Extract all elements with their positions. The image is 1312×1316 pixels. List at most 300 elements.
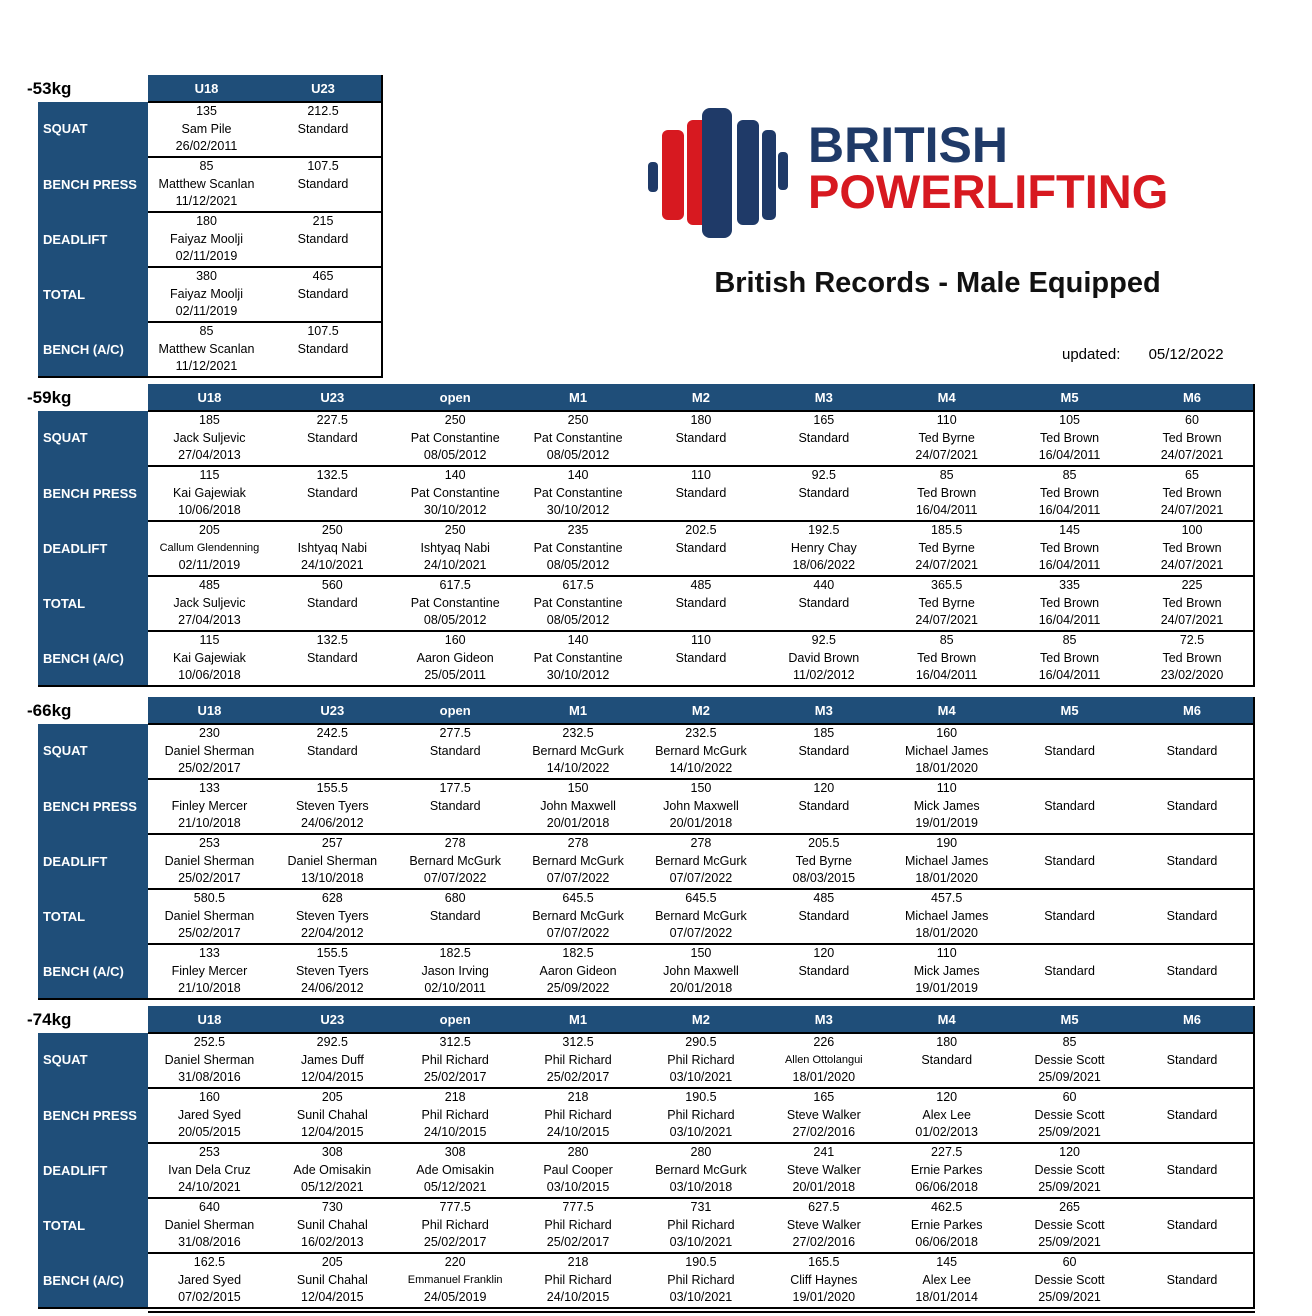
record-cell <box>148 411 271 466</box>
table-row <box>38 889 1254 944</box>
record-holder: Standard <box>798 485 850 500</box>
record-value: 177.5 <box>439 781 471 795</box>
record-holder: Pat Constantine <box>410 485 500 500</box>
record-cell <box>762 1088 885 1143</box>
record-date: 20/01/2018 <box>669 981 733 995</box>
record-date: 05/12/2021 <box>301 1180 364 1194</box>
record-holder: Pat Constantine <box>533 485 623 500</box>
record-holder: Steven Tyers <box>295 963 369 978</box>
record-cell <box>1008 1033 1131 1088</box>
record-cell <box>640 834 763 889</box>
record-cell <box>1131 834 1254 889</box>
record-value: 85 <box>939 633 954 647</box>
record-holder: Daniel Sherman <box>287 853 378 868</box>
record-value: 120 <box>936 1090 958 1104</box>
record-cell <box>517 521 640 576</box>
lift-label: SQUAT <box>38 724 148 779</box>
record-holder: Standard <box>1166 1272 1218 1287</box>
record-date <box>762 815 885 833</box>
record-cell <box>148 267 265 322</box>
record-cell <box>1131 1253 1254 1308</box>
record-value: 278 <box>690 836 712 850</box>
record-date: 07/07/2022 <box>669 926 733 940</box>
record-value: 280 <box>690 1145 712 1159</box>
record-holder: Standard <box>675 485 727 500</box>
record-holder: Standard <box>1044 743 1095 758</box>
record-holder: Daniel Sherman <box>164 743 255 758</box>
record-holder: Standard <box>306 485 358 500</box>
record-date: 12/04/2015 <box>301 1125 364 1139</box>
record-cell <box>640 411 763 466</box>
record-date <box>265 358 381 376</box>
record-cell <box>148 157 265 212</box>
record-cell <box>762 1143 885 1198</box>
record-holder: Ted Brown <box>1040 485 1100 500</box>
record-cell <box>394 1143 517 1198</box>
record-holder: Standard <box>306 595 358 610</box>
record-value: 140 <box>567 633 589 647</box>
record-date: 13/10/2018 <box>301 871 364 885</box>
record-date: 14/10/2022 <box>669 761 733 775</box>
record-cell <box>640 779 763 834</box>
record-value: 115 <box>199 468 220 482</box>
column-header: U18 <box>148 75 265 102</box>
record-value: 182.5 <box>562 946 594 960</box>
record-holder: Ted Byrne <box>795 853 852 868</box>
record-cell <box>148 944 271 999</box>
lift-label: BENCH PRESS <box>38 466 148 521</box>
record-holder: Kai Gajewiak <box>172 485 246 500</box>
column-header: M4 <box>885 1006 1008 1033</box>
record-holder: Ted Brown <box>1040 540 1100 555</box>
record-cell <box>640 631 763 686</box>
record-holder: Pat Constantine <box>533 540 623 555</box>
record-date: 16/04/2011 <box>1038 503 1101 517</box>
record-cell <box>265 267 382 322</box>
record-cell <box>640 1253 763 1308</box>
record-date: 24/07/2021 <box>915 448 978 462</box>
record-cell <box>885 724 1008 779</box>
record-value: 190 <box>936 836 958 850</box>
record-date: 02/11/2019 <box>178 558 241 572</box>
table-row <box>38 322 382 377</box>
record-date: 07/07/2022 <box>546 871 610 885</box>
lift-label: TOTAL <box>38 267 148 322</box>
column-header: M2 <box>640 1006 763 1033</box>
record-holder: Dessie Scott <box>1034 1107 1105 1122</box>
record-date: 03/10/2021 <box>669 1125 733 1139</box>
record-cell <box>394 1253 517 1308</box>
record-date <box>762 447 885 465</box>
record-value: 218 <box>444 1090 466 1104</box>
table-row <box>38 576 1254 631</box>
record-holder: Allen Ottolangui <box>784 1053 863 1066</box>
record-date: 24/10/2021 <box>301 558 364 572</box>
bottom-rule <box>148 1311 1255 1313</box>
record-holder: Alex Lee <box>922 1272 972 1287</box>
record-value: 292.5 <box>316 1035 348 1049</box>
record-value: 218 <box>567 1090 589 1104</box>
record-holder: Standard <box>1166 1107 1218 1122</box>
record-holder: Cliff Haynes <box>790 1272 858 1287</box>
record-value: 365.5 <box>931 578 963 592</box>
record-cell <box>517 889 640 944</box>
record-holder: Phil Richard <box>667 1217 735 1232</box>
record-value: 731 <box>690 1200 712 1214</box>
weight-class-label: -74kg <box>27 1010 72 1029</box>
record-holder: Jared Syed <box>177 1107 242 1122</box>
record-holder: Ishtyaq Nabi <box>420 540 490 555</box>
record-value: 290.5 <box>685 1035 717 1049</box>
record-date: 08/05/2012 <box>423 448 487 462</box>
lift-label: BENCH (A/C) <box>38 631 148 686</box>
record-cell <box>1008 779 1131 834</box>
record-date: 27/04/2013 <box>178 448 241 462</box>
record-value: 645.5 <box>685 891 717 905</box>
record-cell <box>1008 1198 1131 1253</box>
record-date: 20/01/2018 <box>546 816 610 830</box>
record-date <box>1131 1124 1253 1142</box>
column-header: M6 <box>1131 384 1254 411</box>
record-value: 155.5 <box>316 946 348 960</box>
record-holder: Bernard McGurk <box>655 1162 747 1177</box>
column-header: M1 <box>517 1006 640 1033</box>
record-value: 92.5 <box>811 468 836 482</box>
record-date: 07/07/2022 <box>546 926 610 940</box>
record-cell <box>148 1253 271 1308</box>
record-value: 215 <box>312 214 334 228</box>
page-header <box>640 100 1240 370</box>
record-value: 85 <box>939 468 954 482</box>
record-date <box>640 502 763 520</box>
table-row <box>38 724 1254 779</box>
record-holder: Ishtyaq Nabi <box>297 540 368 555</box>
column-header: open <box>394 697 517 724</box>
record-date: 02/11/2019 <box>175 249 238 263</box>
table-row <box>38 157 382 212</box>
record-holder: Sunil Chahal <box>296 1272 368 1287</box>
record-holder: Standard <box>297 341 349 356</box>
record-value: 440 <box>813 578 835 592</box>
column-header: U23 <box>271 1006 394 1033</box>
record-holder: Dessie Scott <box>1034 1217 1105 1232</box>
record-date: 24/05/2019 <box>423 1290 487 1304</box>
table-row <box>38 1033 1254 1088</box>
record-value: 465 <box>312 269 334 283</box>
record-date: 20/01/2018 <box>669 816 733 830</box>
record-date: 10/06/2018 <box>178 503 241 517</box>
record-cell <box>148 1033 271 1088</box>
record-value: 627.5 <box>808 1200 840 1214</box>
record-cell <box>271 576 394 631</box>
record-cell <box>394 944 517 999</box>
record-date: 18/01/2014 <box>915 1290 978 1304</box>
record-value: 278 <box>567 836 589 850</box>
record-value: 280 <box>567 1145 589 1159</box>
column-header: U18 <box>148 697 271 724</box>
record-cell <box>148 834 271 889</box>
record-holder: Standard <box>921 1052 973 1067</box>
record-value <box>1131 1034 1253 1052</box>
record-date: 19/01/2020 <box>792 1290 856 1304</box>
record-cell <box>517 779 640 834</box>
record-holder: Ade Omisakin <box>416 1162 495 1177</box>
record-value: 312.5 <box>439 1035 471 1049</box>
record-value: 180 <box>196 214 217 228</box>
record-cell <box>394 576 517 631</box>
record-cell <box>394 1088 517 1143</box>
record-value <box>1131 1199 1253 1217</box>
record-cell <box>640 1198 763 1253</box>
weight-class-label: -53kg <box>27 79 72 98</box>
record-date: 31/08/2016 <box>178 1235 241 1249</box>
record-holder: Mick James <box>913 963 980 978</box>
record-holder: Ted Byrne <box>918 430 975 445</box>
record-date: 24/07/2021 <box>1160 448 1224 462</box>
record-date: 12/04/2015 <box>301 1070 364 1084</box>
record-value: 110 <box>690 633 711 647</box>
record-holder: Michael James <box>905 853 989 868</box>
record-value: 253 <box>199 1145 220 1159</box>
record-value: 165 <box>813 413 835 427</box>
record-holder: Ted Byrne <box>918 595 975 610</box>
record-value: 140 <box>567 468 589 482</box>
record-value: 232.5 <box>562 726 594 740</box>
lift-label: TOTAL <box>38 889 148 944</box>
record-value: 145 <box>1059 523 1080 537</box>
record-cell <box>148 212 265 267</box>
record-holder: Dessie Scott <box>1034 1162 1105 1177</box>
record-cell <box>762 521 885 576</box>
record-holder: Standard <box>297 286 349 301</box>
record-date: 25/02/2017 <box>423 1235 487 1249</box>
record-cell <box>271 411 394 466</box>
record-date <box>1131 870 1253 888</box>
logo-line1: BRITISH <box>808 117 1008 173</box>
record-value <box>1008 725 1131 743</box>
record-date <box>1131 925 1253 943</box>
record-date: 18/01/2020 <box>915 871 978 885</box>
record-value: 110 <box>936 781 957 795</box>
record-date <box>394 925 517 943</box>
lift-label: SQUAT <box>38 1033 148 1088</box>
document-title: British Records - Male Equipped <box>714 267 1161 299</box>
header-corner <box>38 75 148 102</box>
column-header: M4 <box>885 384 1008 411</box>
record-cell <box>394 466 517 521</box>
record-holder: Emmanuel Franklin <box>407 1273 503 1286</box>
record-date: 25/02/2017 <box>178 926 241 940</box>
record-cell <box>265 102 382 157</box>
record-value: 628 <box>321 891 343 905</box>
lift-label: BENCH PRESS <box>38 157 148 212</box>
record-holder: Michael James <box>905 908 989 923</box>
record-holder: Bernard McGurk <box>655 853 747 868</box>
record-value: 165.5 <box>808 1255 840 1269</box>
record-holder: Standard <box>798 430 850 445</box>
record-cell <box>762 724 885 779</box>
record-date: 12/04/2015 <box>301 1290 364 1304</box>
table-row <box>38 212 382 267</box>
record-cell <box>394 1198 517 1253</box>
record-value: 140 <box>444 468 466 482</box>
record-cell <box>271 779 394 834</box>
record-value: 85 <box>199 159 214 173</box>
record-value: 182.5 <box>439 946 471 960</box>
record-value <box>1008 835 1131 853</box>
record-holder: Phil Richard <box>421 1107 489 1122</box>
record-value: 308 <box>321 1145 343 1159</box>
record-value: 155.5 <box>316 781 348 795</box>
record-date: 21/10/2018 <box>178 981 241 995</box>
record-holder: Ted Brown <box>1040 650 1100 665</box>
record-cell <box>271 1253 394 1308</box>
record-value: 133 <box>199 781 220 795</box>
record-holder: Pat Constantine <box>533 595 623 610</box>
record-cell <box>517 1033 640 1088</box>
record-value: 180 <box>690 413 712 427</box>
record-holder: John Maxwell <box>540 798 616 813</box>
record-value: 205 <box>321 1090 343 1104</box>
record-cell <box>885 1198 1008 1253</box>
record-holder: Ade Omisakin <box>293 1162 372 1177</box>
record-holder: Daniel Sherman <box>164 853 255 868</box>
record-cell <box>762 1253 885 1308</box>
record-value <box>1131 1254 1253 1272</box>
table-row <box>38 1253 1254 1308</box>
record-holder: Phil Richard <box>544 1052 612 1067</box>
record-value: 92.5 <box>811 633 836 647</box>
record-cell <box>517 1088 640 1143</box>
record-holder: Sam Pile <box>181 121 232 136</box>
record-value: 110 <box>936 413 957 427</box>
record-holder: Standard <box>429 798 481 813</box>
record-cell <box>271 1198 394 1253</box>
record-value: 617.5 <box>439 578 471 592</box>
record-date: 05/12/2021 <box>423 1180 487 1194</box>
record-cell <box>885 779 1008 834</box>
record-date: 08/05/2012 <box>546 558 610 572</box>
record-holder: Ernie Parkes <box>910 1162 983 1177</box>
record-date <box>762 980 885 998</box>
record-cell <box>1008 834 1131 889</box>
record-holder: Dessie Scott <box>1034 1272 1105 1287</box>
record-date: 03/10/2021 <box>669 1290 733 1304</box>
lift-label: SQUAT <box>38 102 148 157</box>
record-cell <box>885 1088 1008 1143</box>
table-row <box>38 466 1254 521</box>
record-value: 380 <box>196 269 217 283</box>
record-holder: Standard <box>1166 963 1218 978</box>
record-holder: Bernard McGurk <box>409 853 502 868</box>
record-date: 08/03/2015 <box>792 871 856 885</box>
lift-label: BENCH (A/C) <box>38 322 148 377</box>
record-holder: Phil Richard <box>544 1217 612 1232</box>
record-date <box>640 612 763 630</box>
record-value: 580.5 <box>193 891 226 905</box>
record-date: 03/10/2021 <box>669 1070 733 1084</box>
record-date: 18/06/2022 <box>792 558 856 572</box>
record-cell <box>1008 944 1131 999</box>
record-value: 190.5 <box>685 1090 717 1104</box>
record-holder: Faiyaz Moolji <box>170 286 243 301</box>
record-holder: Steve Walker <box>786 1162 861 1177</box>
record-cell <box>1008 576 1131 631</box>
record-cell <box>271 724 394 779</box>
record-holder: Ted Byrne <box>918 540 975 555</box>
record-date: 24/07/2021 <box>1160 613 1224 627</box>
record-value: 105 <box>1059 413 1080 427</box>
record-cell <box>885 834 1008 889</box>
record-cell <box>1131 779 1254 834</box>
record-holder: Ted Brown <box>917 650 977 665</box>
record-holder: Ted Brown <box>917 485 977 500</box>
column-header: open <box>394 1006 517 1033</box>
table-row <box>38 631 1254 686</box>
record-holder: Matthew Scanlan <box>158 341 255 356</box>
record-cell <box>1131 1143 1254 1198</box>
record-value <box>1131 725 1253 743</box>
record-date <box>1131 1179 1253 1197</box>
record-holder: Dessie Scott <box>1034 1052 1105 1067</box>
record-holder: Finley Mercer <box>171 963 248 978</box>
record-value: 227.5 <box>316 413 348 427</box>
table-row <box>38 779 1254 834</box>
record-cell <box>271 1088 394 1143</box>
record-cell <box>640 466 763 521</box>
column-header: M3 <box>762 1006 885 1033</box>
record-cell <box>1131 724 1254 779</box>
record-date <box>394 815 517 833</box>
record-cell <box>640 1143 763 1198</box>
record-date <box>1131 1069 1253 1087</box>
record-cell <box>1131 466 1254 521</box>
record-holder: Phil Richard <box>667 1052 735 1067</box>
record-cell <box>394 834 517 889</box>
record-date: 27/04/2013 <box>178 613 241 627</box>
record-date: 24/07/2021 <box>1160 503 1224 517</box>
record-cell <box>265 157 382 212</box>
record-date <box>271 502 394 520</box>
record-cell <box>640 1033 763 1088</box>
record-value <box>1131 780 1253 798</box>
record-holder: Standard <box>429 908 481 923</box>
record-date <box>1008 980 1131 998</box>
record-cell <box>1131 889 1254 944</box>
record-date <box>271 760 394 778</box>
record-date: 25/09/2022 <box>546 981 610 995</box>
column-header: M6 <box>1131 1006 1254 1033</box>
record-date: 01/02/2013 <box>915 1125 978 1139</box>
column-header: U18 <box>148 1006 271 1033</box>
record-date: 24/10/2015 <box>546 1290 610 1304</box>
column-header: M1 <box>517 697 640 724</box>
record-date: 18/01/2020 <box>915 926 978 940</box>
record-date <box>1008 815 1131 833</box>
column-header: M6 <box>1131 697 1254 724</box>
record-holder: Standard <box>297 121 349 136</box>
record-holder: Standard <box>1166 853 1218 868</box>
record-cell <box>1131 576 1254 631</box>
record-value: 227.5 <box>931 1145 963 1159</box>
record-date <box>271 612 394 630</box>
record-date: 02/11/2019 <box>175 304 238 318</box>
record-holder: Standard <box>798 963 850 978</box>
record-date: 25/09/2021 <box>1038 1235 1101 1249</box>
record-date: 16/04/2011 <box>1038 448 1101 462</box>
record-holder: Phil Richard <box>421 1217 489 1232</box>
record-date: 24/10/2015 <box>423 1125 487 1139</box>
